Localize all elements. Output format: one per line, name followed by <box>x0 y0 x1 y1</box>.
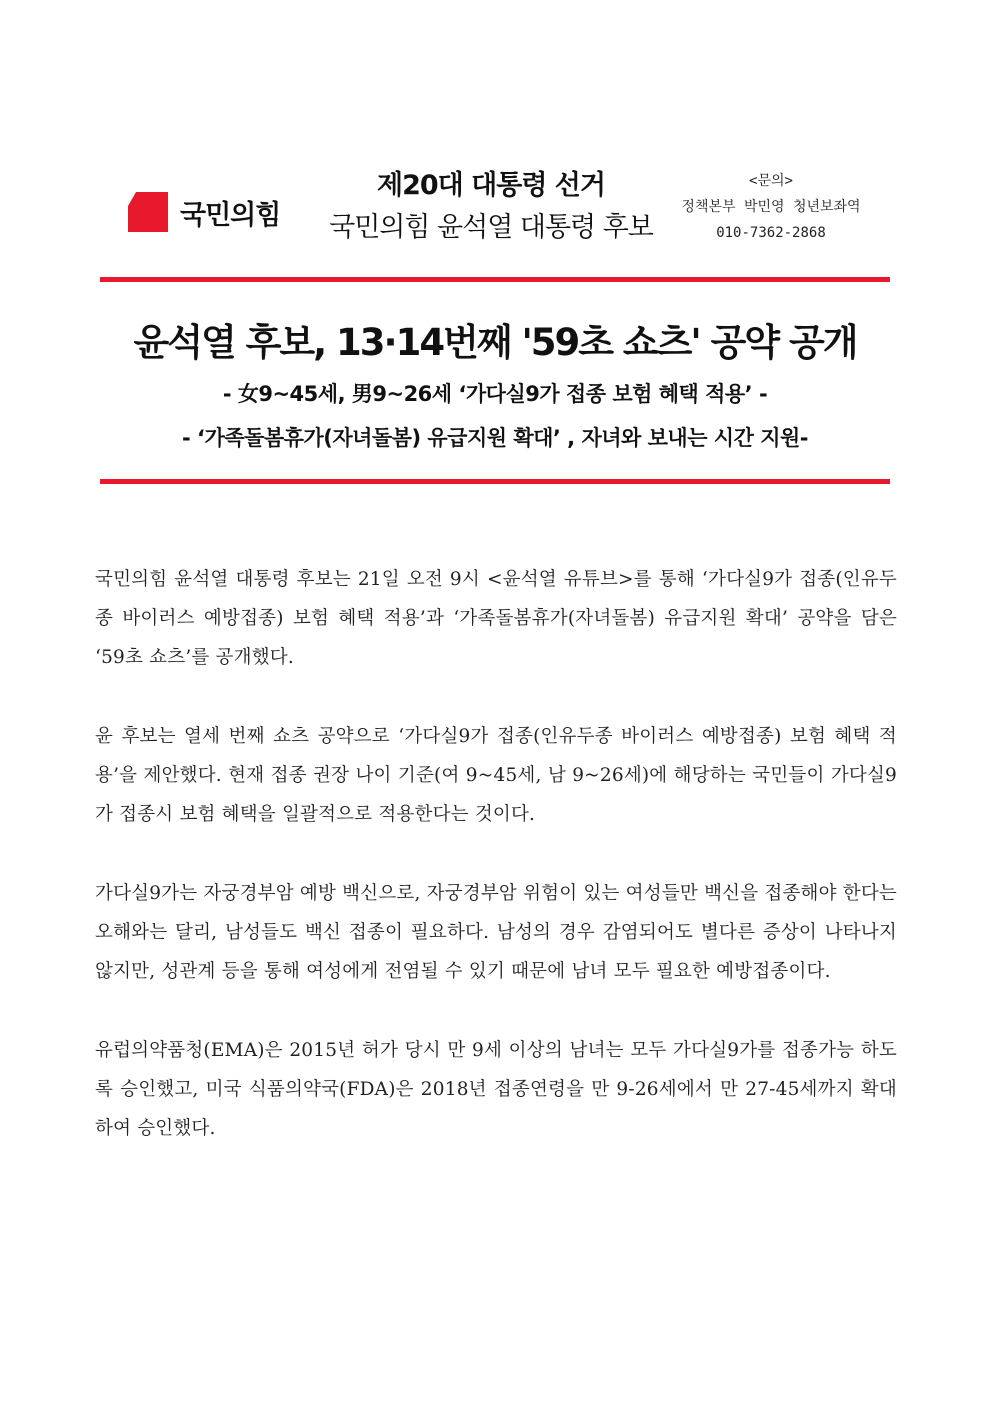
paragraph-4: 유럽의약품청(EMA)은 2015년 허가 당시 만 9세 이상의 남녀는 모두 가다실9가를 접종가능 하도록 승인했고, 미국 식품의약국(FDA)은 2018년 접종연령을 만 9-26세에서 만 27-45세까지 확대하여 승인했다. <box>95 1040 897 1139</box>
paragraph-2: 윤 후보는 열세 번째 쇼츠 공약으로 ‘가다실9가 접종(인유두종 바이러스 예방접종) 보험 혜택 적용’을 제안했다. 현재 접종 권장 나이 기준(여 9~45세, 남 9~26세)에 해당하는 국민들이 가다실9가 접종시 보험 혜택을 일괄적으로 적용한다는 것이다. <box>95 726 897 825</box>
election-title-line1: 제20대 대통령 선거 <box>377 170 605 201</box>
subheadline-1: - 女9~45세, 男9~26세 ‘가다실9가 접종 보험 혜택 적용’ - <box>222 382 768 406</box>
top-divider <box>100 277 890 282</box>
contact-person: 정책본부 박민영 청년보좌역 <box>681 199 861 215</box>
paragraph-3: 가다실9가는 자궁경부암 예방 백신으로, 자궁경부암 위험이 있는 여성들만 백신을 접종해야 한다는 오해와는 달리, 남성들도 백신 접종이 필요하다. 남성의 경우 감염되어도 별다른 증상이 나타나지 않지만, 성관계 등을 통해 여성에게 전염될 수 있기 때문에 남녀 모두 필요한 예방접종이다. <box>95 883 897 982</box>
bottom-divider <box>100 479 890 484</box>
election-title-line2: 국민의힘 윤석열 대통령 후보 <box>329 212 653 243</box>
contact-label: <문의> <box>749 173 793 189</box>
article-body <box>95 560 897 1188</box>
paragraph-1: 국민의힘 윤석열 대통령 후보는 21일 오전 9시 <윤석열 유튜브>를 통해 ‘가다실9가 접종(인유두종 바이러스 예방접종) 보험 혜택 적용’과 ‘가족돌봄휴가(자녀돌봄) 유급지원 확대’ 공약을 담은 ‘59초 쇼츠’를 공개했다. <box>95 569 897 668</box>
contact-phone: 010-7362-2868 <box>716 225 826 241</box>
party-logo <box>126 190 280 234</box>
headline: 윤석열 후보, 13·14번째 '59초 쇼츠' 공약 공개 <box>133 321 857 364</box>
press-release-header <box>0 0 992 260</box>
party-logo-text: 국민의힘 <box>180 199 281 231</box>
party-logo-mark-icon <box>126 190 170 234</box>
contact-info <box>656 168 886 246</box>
subheadline-2: - ‘가족돌봄휴가(자녀돌봄) 유급지원 확대’ , 자녀와 보내는 시간 지원- <box>182 426 808 450</box>
election-title <box>318 165 664 249</box>
